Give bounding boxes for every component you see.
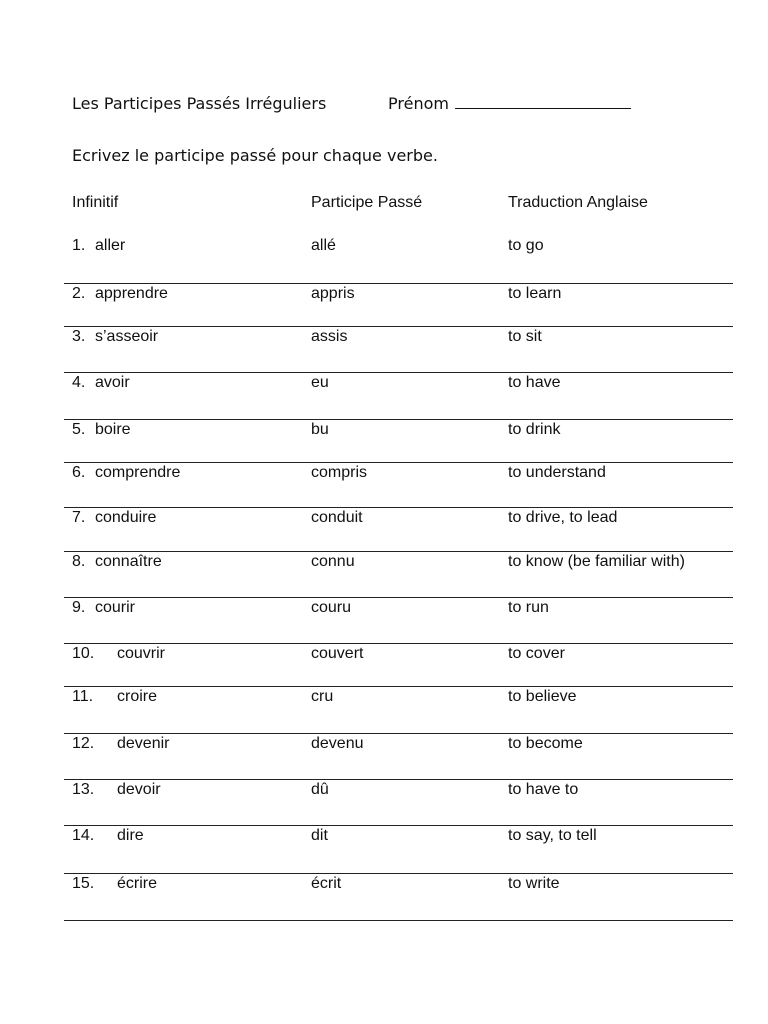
infinitive-cell bbox=[72, 464, 180, 482]
row-divider bbox=[64, 419, 733, 420]
row-divider bbox=[64, 920, 733, 921]
participle-cell: appris bbox=[311, 285, 355, 302]
infinitive-text: apprendre bbox=[95, 285, 168, 302]
translation-cell: to cover bbox=[508, 645, 565, 662]
worksheet-title: Les Participes Passés Irréguliers bbox=[72, 94, 327, 113]
translation-cell: to learn bbox=[508, 285, 562, 302]
row-number: 10. bbox=[72, 645, 95, 662]
infinitive-text: connaître bbox=[95, 553, 162, 570]
infinitive-cell bbox=[72, 599, 135, 617]
translation-cell: to sit bbox=[508, 328, 542, 345]
infinitive-cell bbox=[72, 781, 161, 799]
participle-cell: dit bbox=[311, 827, 328, 844]
translation-cell: to go bbox=[508, 237, 544, 254]
infinitive-cell bbox=[72, 688, 157, 706]
row-number: 5. bbox=[72, 421, 86, 438]
participle-cell: conduit bbox=[311, 509, 363, 526]
translation-cell: to become bbox=[508, 735, 583, 752]
infinitive-text: dire bbox=[117, 827, 144, 844]
row-number: 14. bbox=[72, 827, 95, 844]
row-number: 1. bbox=[72, 237, 86, 254]
name-blank-line bbox=[455, 94, 631, 109]
participle-cell: couvert bbox=[311, 645, 364, 662]
row-divider bbox=[64, 326, 733, 327]
row-number: 8. bbox=[72, 553, 86, 570]
infinitive-text: avoir bbox=[95, 374, 130, 391]
row-number: 15. bbox=[72, 875, 95, 892]
translation-cell: to drink bbox=[508, 421, 561, 438]
row-divider bbox=[64, 873, 733, 874]
row-number: 4. bbox=[72, 374, 86, 391]
infinitive-cell bbox=[72, 875, 157, 893]
row-number: 7. bbox=[72, 509, 86, 526]
participle-cell: écrit bbox=[311, 875, 342, 892]
infinitive-cell bbox=[72, 735, 169, 753]
row-number: 11. bbox=[72, 688, 94, 705]
row-divider bbox=[64, 551, 733, 552]
row-number: 12. bbox=[72, 735, 95, 752]
participle-cell: eu bbox=[311, 374, 329, 391]
participle-cell: couru bbox=[311, 599, 352, 616]
participle-cell: allé bbox=[311, 237, 336, 254]
infinitive-text: courir bbox=[95, 599, 136, 616]
infinitive-text: conduire bbox=[95, 509, 157, 526]
row-divider bbox=[64, 643, 733, 644]
participle-cell: assis bbox=[311, 328, 348, 345]
infinitive-cell bbox=[72, 645, 165, 663]
infinitive-text: comprendre bbox=[95, 464, 181, 481]
infinitive-text: couvrir bbox=[117, 645, 166, 662]
translation-cell: to have bbox=[508, 374, 561, 391]
column-header-participle: Participe Passé bbox=[311, 194, 423, 211]
infinitive-cell bbox=[72, 285, 168, 303]
infinitive-text: aller bbox=[95, 237, 126, 254]
name-field bbox=[388, 94, 631, 113]
infinitive-cell bbox=[72, 421, 131, 439]
participle-cell: connu bbox=[311, 553, 355, 570]
column-header-infinitive: Infinitif bbox=[72, 194, 119, 211]
translation-cell: to say, to tell bbox=[508, 827, 597, 844]
row-number: 9. bbox=[72, 599, 86, 616]
row-divider bbox=[64, 597, 733, 598]
participle-cell: cru bbox=[311, 688, 334, 705]
participle-cell: bu bbox=[311, 421, 329, 438]
translation-cell: to believe bbox=[508, 688, 577, 705]
participle-cell: compris bbox=[311, 464, 368, 481]
row-divider bbox=[64, 779, 733, 780]
row-divider bbox=[64, 686, 733, 687]
row-divider bbox=[64, 507, 733, 508]
row-divider bbox=[64, 825, 733, 826]
infinitive-text: écrire bbox=[117, 875, 158, 892]
row-number: 3. bbox=[72, 328, 86, 345]
column-header-translation: Traduction Anglaise bbox=[508, 194, 648, 211]
infinitive-cell bbox=[72, 328, 158, 346]
translation-cell: to drive, to lead bbox=[508, 509, 618, 526]
row-number: 13. bbox=[72, 781, 95, 798]
translation-cell: to understand bbox=[508, 464, 606, 481]
translation-cell: to run bbox=[508, 599, 549, 616]
infinitive-cell bbox=[72, 509, 156, 527]
row-divider bbox=[64, 372, 733, 373]
row-divider bbox=[64, 283, 733, 284]
row-divider bbox=[64, 462, 733, 463]
infinitive-text: s’asseoir bbox=[95, 328, 159, 345]
infinitive-text: boire bbox=[95, 421, 131, 438]
name-label: Prénom bbox=[388, 94, 449, 113]
participle-cell: dû bbox=[311, 781, 329, 798]
translation-cell: to write bbox=[508, 875, 560, 892]
infinitive-cell bbox=[72, 237, 125, 255]
infinitive-text: devenir bbox=[117, 735, 170, 752]
row-number: 6. bbox=[72, 464, 86, 481]
infinitive-cell bbox=[72, 553, 162, 571]
infinitive-cell bbox=[72, 374, 130, 392]
translation-cell: to have to bbox=[508, 781, 579, 798]
row-divider bbox=[64, 733, 733, 734]
translation-cell: to know (be familiar with) bbox=[508, 553, 685, 570]
participle-cell: devenu bbox=[311, 735, 364, 752]
row-number: 2. bbox=[72, 285, 86, 302]
infinitive-cell bbox=[72, 827, 144, 845]
infinitive-text: devoir bbox=[117, 781, 161, 798]
infinitive-text: croire bbox=[117, 688, 158, 705]
instructions: Ecrivez le participe passé pour chaque verbe. bbox=[72, 146, 438, 165]
